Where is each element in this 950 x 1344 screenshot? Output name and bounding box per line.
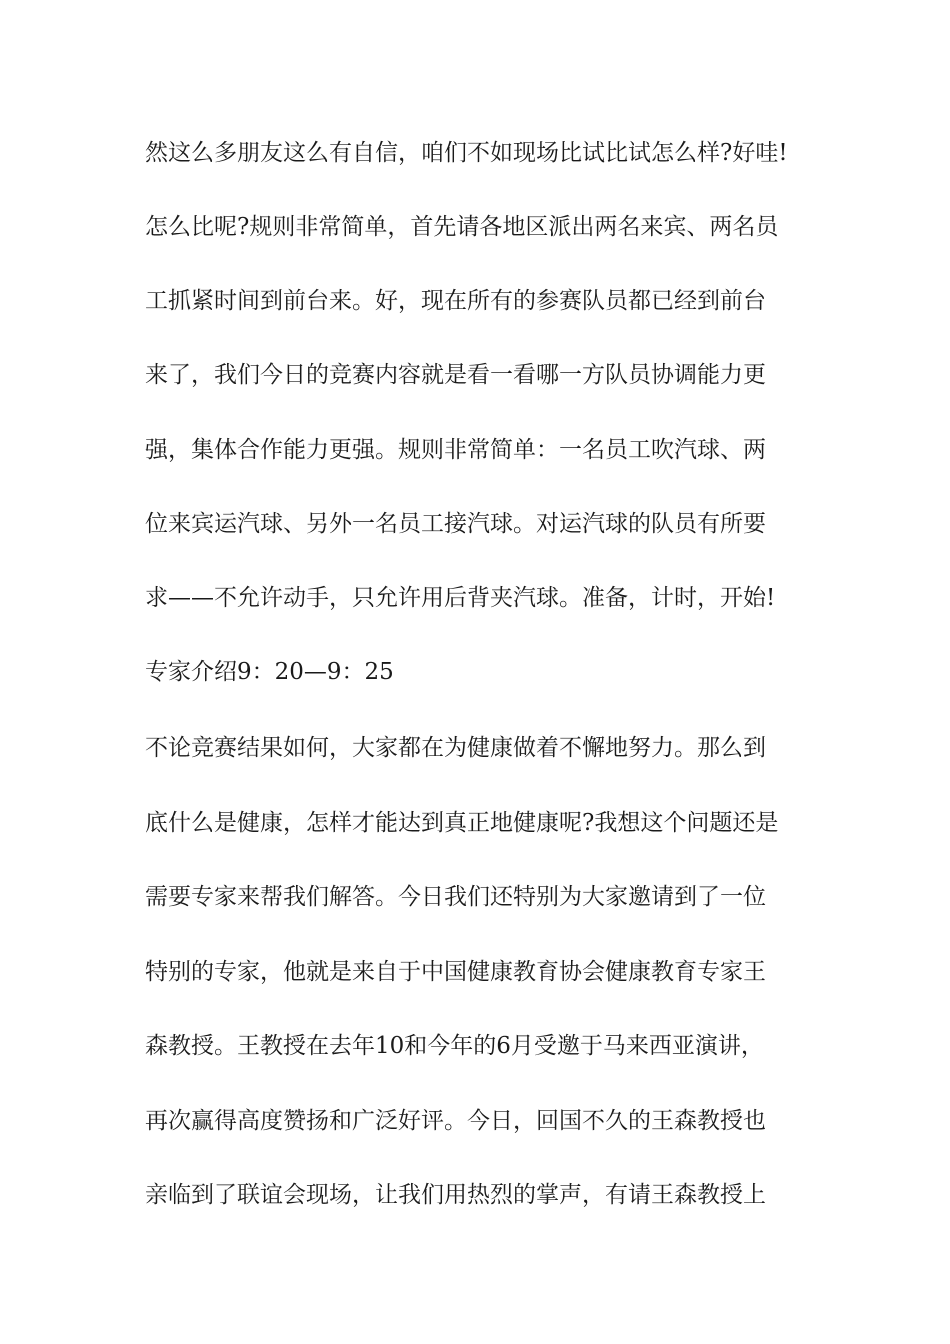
section-heading: 专家介绍9：20—9：25 xyxy=(145,659,394,685)
text-line: 强，集体合作能力更强。规则非常简单：一名员工吹汽球、两 xyxy=(145,437,766,463)
text-line: 再次赢得高度赞扬和广泛好评。今日，回国不久的王森教授也 xyxy=(145,1108,766,1134)
text-line: 怎么比呢?规则非常简单，首先请各地区派出两名来宾、两名员 xyxy=(145,214,779,240)
text-line: 工抓紧时间到前台来。好，现在所有的参赛队员都已经到前台 xyxy=(145,288,766,314)
text-line: 底什么是健康，怎样才能达到真正地健康呢?我想这个问题还是 xyxy=(145,810,779,836)
text-line: 特别的专家，他就是来自于中国健康教育协会健康教育专家王 xyxy=(145,959,766,985)
text-line: 需要专家来帮我们解答。今日我们还特别为大家邀请到了一位 xyxy=(145,884,766,910)
text-line: 亲临到了联谊会现场，让我们用热烈的掌声，有请王森教授上 xyxy=(145,1182,766,1208)
text-line: 位来宾运汽球、另外一名员工接汽球。对运汽球的队员有所要 xyxy=(145,511,766,537)
text-line: 求——不允许动手，只允许用后背夹汽球。准备，计时，开始! xyxy=(145,585,776,611)
text-line: 森教授。王教授在去年10和今年的6月受邀于马来西亚演讲， xyxy=(145,1033,764,1059)
text-line: 然这么多朋友这么有自信，咱们不如现场比试比试怎么样?好哇! xyxy=(145,140,788,166)
text-line: 来了，我们今日的竞赛内容就是看一看哪一方队员协调能力更 xyxy=(145,362,766,388)
text-line: 不论竞赛结果如何，大家都在为健康做着不懈地努力。那么到 xyxy=(145,735,766,761)
